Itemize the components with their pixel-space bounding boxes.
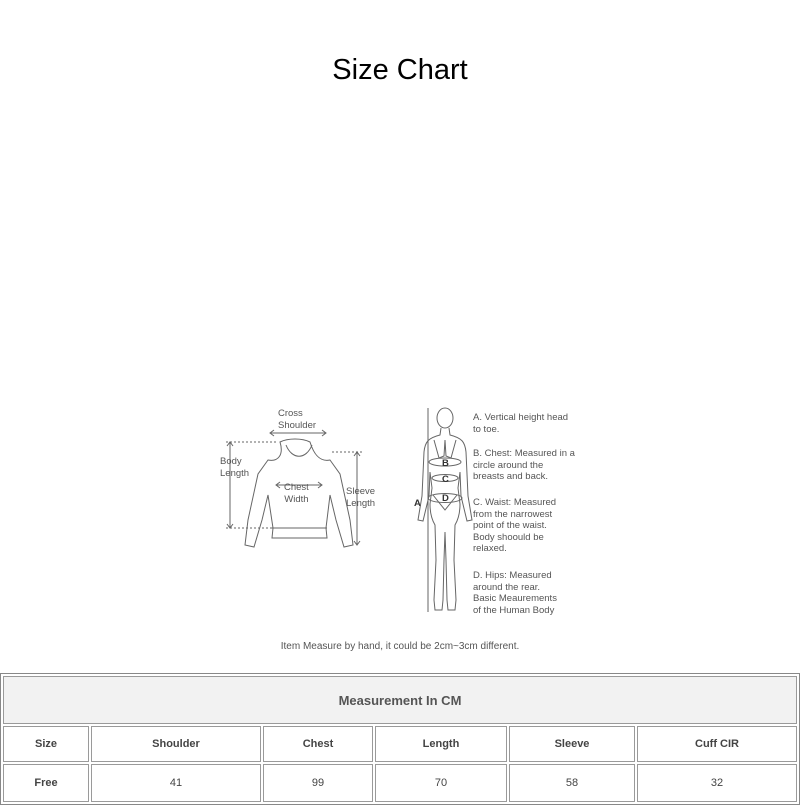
header-cuff-cir: Cuff CIR — [637, 726, 797, 762]
table-caption: Measurement In CM — [3, 676, 797, 724]
body-length-label: Body Length — [220, 456, 250, 479]
cell-length: 70 — [375, 764, 507, 802]
header-sleeve: Sleeve — [509, 726, 635, 762]
cell-size: Free — [3, 764, 89, 802]
cell-cuff-cir: 32 — [637, 764, 797, 802]
measurement-diagram — [210, 400, 600, 665]
measure-note: Item Measure by hand, it could be 2cm~3cm different. — [280, 641, 520, 652]
table-header-row — [3, 726, 797, 762]
note-a: A. Vertical height head to toe. — [473, 412, 569, 435]
cell-sleeve: 58 — [509, 764, 635, 802]
page-title: Size Chart — [332, 54, 468, 86]
header-chest: Chest — [263, 726, 373, 762]
note-c: C. Waist: Measured from the narrowest point of the waist. Body shoould be relaxed. — [473, 497, 557, 554]
cross-shoulder-label: Cross Shoulder — [278, 408, 317, 431]
chest-width-label: Chest Width — [284, 482, 309, 505]
marker-a: A — [414, 498, 421, 509]
header-length: Length — [375, 726, 507, 762]
header-size: Size — [3, 726, 89, 762]
table-row — [3, 764, 797, 802]
marker-b: B — [442, 458, 449, 469]
note-b: B. Chest: Measured in a circle around the breasts and back. — [473, 448, 575, 482]
size-table — [0, 673, 800, 805]
sleeve-length-label: Sleeve Length — [346, 486, 376, 509]
note-d: D. Hips: Measured around the rear. Basic Meaurements of the Human Body — [473, 570, 557, 616]
cell-shoulder: 41 — [91, 764, 261, 802]
header-shoulder: Shoulder — [91, 726, 261, 762]
cell-chest: 99 — [263, 764, 373, 802]
marker-d: D — [442, 493, 449, 504]
marker-c: C — [442, 474, 449, 485]
